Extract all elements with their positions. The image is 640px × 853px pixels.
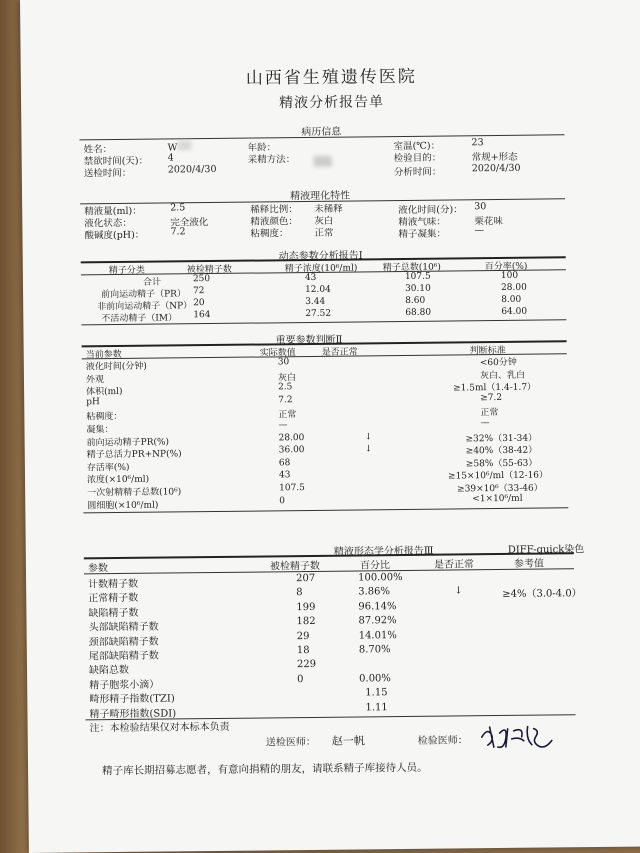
report-title: 精液分析报告单 xyxy=(279,94,385,112)
report2-cell: 7.2 xyxy=(278,394,293,406)
report3-cell: 229 xyxy=(296,659,317,671)
down-arrow-icon: ↓ xyxy=(454,585,463,597)
report2-cell: 68 xyxy=(278,457,291,469)
examiner-label: 检验医师： xyxy=(417,735,468,747)
report1-cell: 合计 xyxy=(142,277,162,288)
color-label: 精液颜色： xyxy=(250,216,298,228)
age-label: 年龄： xyxy=(247,142,277,154)
liquefaction-state-value: 完全液化 xyxy=(170,217,209,229)
report3-cell: 精子畸形指数(SDI) xyxy=(89,707,177,720)
name-value: W xyxy=(167,140,191,153)
report3-cell: 96.14% xyxy=(358,600,397,613)
report2-cell: 43 xyxy=(278,470,291,481)
report1-header-0: 精子分类 xyxy=(108,265,145,277)
physchem-heading: 精液理化特性 xyxy=(290,190,351,203)
report3-cell: 头部缺陷精子数 xyxy=(88,621,159,634)
agglutination-label: 精子凝集： xyxy=(398,228,447,241)
viscosity-label: 粘稠度： xyxy=(250,228,289,240)
report2-cell: — xyxy=(278,420,288,431)
report2-cell: 107.5 xyxy=(279,483,305,494)
report2-cell: 36.00 xyxy=(278,445,305,456)
report3-cell: 3.86% xyxy=(358,586,391,598)
report2-cell: 液化时间(分钟) xyxy=(85,361,147,373)
report3-cell: 8 xyxy=(296,587,303,599)
report2-cell: ≥7.2 xyxy=(480,392,503,403)
report1-cell: 68.80 xyxy=(405,307,432,318)
report3-header-2: 百分比 xyxy=(359,560,391,572)
report3-cell: 畸形精子指数(TZI) xyxy=(89,693,175,706)
report1-cell: 前向运动精子（PR） xyxy=(101,289,186,301)
report1-cell: 8.00 xyxy=(501,294,522,305)
analysis-time-label: 分析时间： xyxy=(393,166,442,179)
report3-cell: 18 xyxy=(296,645,310,657)
down-arrow-icon: ↓ xyxy=(364,431,373,443)
ph-value: 7.2 xyxy=(170,226,186,238)
history-heading: 病历信息 xyxy=(301,126,342,139)
report2-header-1: 实际数值 xyxy=(259,348,296,359)
dilution-label: 稀释比例： xyxy=(250,204,298,216)
report2-heading: 重要参数判断Ⅱ xyxy=(275,334,343,347)
report1-cell: 164 xyxy=(193,310,211,321)
report2-cell: 浓度(×10⁶/ml) xyxy=(86,475,150,486)
report3-cell: 1.15 xyxy=(365,687,388,699)
room-temp-value: 23 xyxy=(471,137,484,149)
dilution-value: 未稀释 xyxy=(314,203,343,215)
report2-cell: 存活率(%) xyxy=(86,462,130,474)
hospital-name: 山西省生殖遗传医院 xyxy=(245,66,417,89)
report1-cell: 不活动精子（IM） xyxy=(101,313,178,325)
down-arrow-icon: ↓ xyxy=(364,444,373,455)
odor-label: 精液气味： xyxy=(398,216,446,229)
report2-cell: 2.5 xyxy=(278,382,293,393)
report3-cell: 1.11 xyxy=(365,701,388,714)
abstinence-label: 禁欲时间(天)： xyxy=(83,155,149,168)
volume-value: 2.5 xyxy=(170,202,186,214)
report1-cell: 3.44 xyxy=(305,296,326,308)
collection-label: 采精方法： xyxy=(247,154,296,166)
purpose-value: 常规+形态 xyxy=(471,151,518,164)
recruitment-notice: 精子库长期招募志愿者，有意向捐精的朋友，请联系精子库接待人员。 xyxy=(102,761,428,778)
report3-cell: 29 xyxy=(296,630,310,642)
agglutination-value: — xyxy=(474,225,484,237)
report1-cell: 8.60 xyxy=(405,295,426,306)
report3-cell: 182 xyxy=(296,616,316,628)
report2-cell: 正常 xyxy=(278,410,297,421)
report3-cell: 精子胞浆小滴） xyxy=(89,679,160,692)
report2-cell: 体积(ml) xyxy=(86,387,123,398)
report2-cell: ≥32%（31-34） xyxy=(465,433,538,444)
report1-cell: 20 xyxy=(193,298,205,309)
viscosity-value: 正常 xyxy=(314,227,334,239)
report2-cell: 外观 xyxy=(85,374,105,385)
report1-header-1: 被检精子数 xyxy=(186,264,232,276)
report3-cell: 颈部缺陷精子数 xyxy=(88,636,159,648)
report2-cell: ≥15×10⁶/ml（12-16） xyxy=(447,470,549,482)
report1-cell: 72 xyxy=(193,286,205,297)
submit-time-value: 2020/4/30 xyxy=(167,163,217,176)
report1-header-3: 精子总数(10⁶) xyxy=(382,262,441,274)
report3-cell: 尾部缺陷精子数 xyxy=(88,650,159,663)
disclaimer-note: 注：本检验结果仅对本标本负责 xyxy=(89,721,230,735)
divider xyxy=(84,552,574,559)
report1-cell: 43 xyxy=(304,272,317,284)
divider xyxy=(84,568,574,574)
report3-cell: 199 xyxy=(296,601,316,613)
stain-method: DIFF-quick染色 xyxy=(507,544,585,556)
liquefaction-time-value: 30 xyxy=(474,201,487,213)
report1-cell: 107.5 xyxy=(404,271,431,282)
report2-cell: 0 xyxy=(279,495,286,506)
report2-cell: <60分钟 xyxy=(479,357,517,369)
examiner-signature xyxy=(478,718,558,753)
report2-cell: 28.00 xyxy=(278,432,305,443)
report3-cell: 缺陷精子数 xyxy=(88,607,139,620)
liquefaction-time-label: 液化时间(分)： xyxy=(398,204,463,217)
report3-cell: ≥4%（3.0-4.0） xyxy=(502,588,582,601)
referring-doctor-label: 送检医师： xyxy=(265,736,316,749)
report2-cell: 30 xyxy=(277,357,290,368)
report2-cell: — xyxy=(480,418,490,429)
report2-cell: 灰白、乳白 xyxy=(479,370,526,381)
report2-cell: pH xyxy=(86,396,100,408)
report1-cell: 28.00 xyxy=(500,282,527,293)
report1-cell: 250 xyxy=(192,274,211,285)
report3-cell: 100.00% xyxy=(358,572,403,584)
report3-cell: 14.01% xyxy=(358,629,397,642)
volume-label: 精液量(ml)： xyxy=(84,205,142,218)
room-temp-label: 室温(℃)： xyxy=(393,140,441,153)
report2-cell: <1×10⁶/ml xyxy=(472,493,523,504)
report3-header-3: 是否正常 xyxy=(433,559,474,571)
report2-cell: ≥39×10⁶（33-46） xyxy=(457,483,543,495)
report3-cell: 0.00% xyxy=(359,672,391,685)
report1-cell: 100 xyxy=(500,270,519,281)
color-value: 灰白 xyxy=(314,215,334,227)
report2-cell: 前向运动精子PR(%) xyxy=(86,437,170,448)
report3-cell: 缺陷总数 xyxy=(88,665,130,677)
report1-cell: 非前向运动精子（NP） xyxy=(97,301,193,313)
report2-header-0: 当前参数 xyxy=(85,349,122,361)
report2-header-3: 判断标准 xyxy=(469,345,506,357)
referring-doctor-value: 赵一帆 xyxy=(331,734,365,748)
collection-value-redacted xyxy=(314,151,332,170)
report2-cell: 灰白 xyxy=(277,372,297,383)
analysis-time-value: 2020/4/30 xyxy=(471,162,521,175)
report2-header-2: 是否正常 xyxy=(321,347,358,358)
name-label: 姓名： xyxy=(83,144,113,156)
report2-cell: ≥1.5ml（1.4-1.7） xyxy=(453,382,537,394)
report3-cell: 计数精子数 xyxy=(88,578,139,591)
report3-heading: 精液形态学分析报告Ⅲ xyxy=(333,545,434,558)
abstinence-value: 4 xyxy=(167,152,174,164)
report3-cell: 87.92% xyxy=(358,615,397,627)
report2-cell: 一次射精精子总数(10⁶) xyxy=(87,487,182,499)
report2-cell: 粘稠度： xyxy=(86,412,123,423)
report3-header-4: 参考值 xyxy=(513,558,544,570)
ph-label: 酸碱度(pH)： xyxy=(84,229,145,242)
report3-cell: 8.70% xyxy=(358,644,391,656)
report2-cell: 圆细胞(×10⁶/ml) xyxy=(87,500,159,511)
report3-cell: 207 xyxy=(296,572,316,585)
report2-cell: 凝集： xyxy=(86,425,114,436)
report2-cell: ≥58%（55-63） xyxy=(465,458,538,470)
submit-time-label: 送检时间： xyxy=(83,167,132,180)
report-sheet xyxy=(20,0,640,853)
report1-header-4: 百分率(%) xyxy=(484,261,528,273)
report1-cell: 27.52 xyxy=(305,308,332,320)
report3-header-1: 被检精子数 xyxy=(269,560,321,573)
report2-cell: 正常 xyxy=(480,408,499,419)
report1-heading: 动态参数分析报告Ⅰ xyxy=(278,250,363,263)
liquefaction-state-label: 液化状态： xyxy=(84,217,132,230)
report3-cell: 正常精子数 xyxy=(88,593,139,605)
odor-value: 栗花味 xyxy=(474,215,503,228)
report1-cell: 30.10 xyxy=(404,283,431,294)
purpose-label: 检验目的： xyxy=(393,152,442,165)
report3-header-0: 参数 xyxy=(87,563,109,575)
report1-header-2: 精子浓度(10⁶/ml) xyxy=(284,263,358,275)
report2-cell: ≥40%（38-42） xyxy=(465,445,538,457)
report1-cell: 12.04 xyxy=(305,284,331,296)
report1-cell: 64.00 xyxy=(501,306,528,317)
report3-cell: 0 xyxy=(297,673,304,685)
report2-cell: 精子总活力PR+NP(%) xyxy=(86,449,182,461)
